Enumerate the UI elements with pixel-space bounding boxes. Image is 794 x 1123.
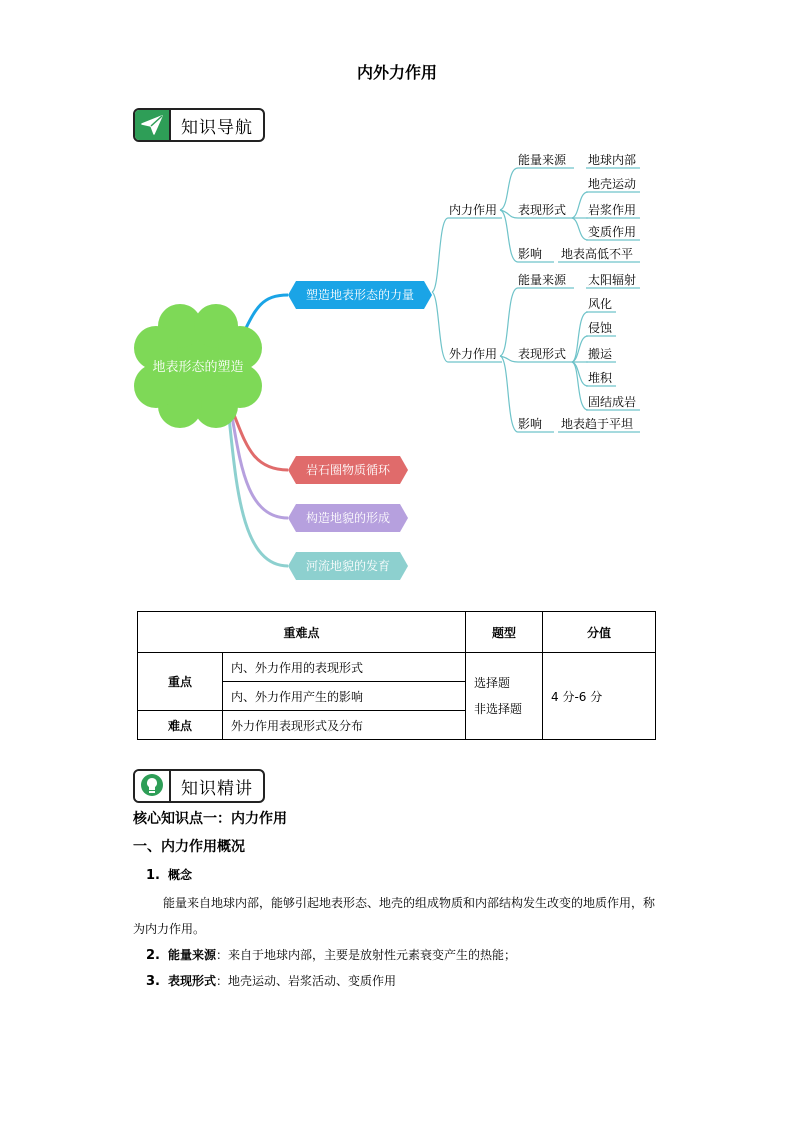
svg-text:地球内部: 地球内部 [588,153,637,167]
branch-tectonic [288,504,408,532]
svg-text:地表高低不平: 地表高低不平 [561,247,634,261]
svg-text:风化: 风化 [588,297,613,311]
svg-text:河流地貌的发育: 河流地貌的发育 [305,559,391,573]
svg-text:变质作用: 变质作用 [588,225,637,239]
svg-text:搬运: 搬运 [588,347,613,361]
knowledge-nav-banner [133,108,265,142]
list-item: 2. 能量来源：来自于地球内部，主要是放射性元素衰变产生的热能； [146,948,517,963]
header-key-difficult: 重难点 [138,612,466,653]
svg-text:影响: 影响 [518,247,543,261]
question-types: 选择题 非选择题 [466,653,543,740]
difficult-item: 外力作用表现形式及分布 [223,711,466,740]
root-node [134,304,262,428]
svg-text:能量来源: 能量来源 [518,273,567,287]
difficult-label: 难点 [138,711,223,740]
concept-paragraph: 能量来自地球内部，能够引起地表形态、地壳的组成物质和内部结构发生改变的地质作用，称为内力作用。 [133,896,656,936]
key-item-2: 内、外力作用产生的影响 [223,682,466,711]
svg-text:地壳运动: 地壳运动 [588,177,637,191]
connector-rock-cycle [230,405,288,470]
core-knowledge-heading: 核心知识点一：内力作用 [133,811,287,827]
key-item-1: 内、外力作用的表现形式 [223,653,466,682]
outer-force-label: 外力作用 [449,347,498,361]
svg-text:太阳辐射: 太阳辐射 [588,273,637,287]
svg-text:表现形式: 表现形式 [518,203,567,217]
key-label: 重点 [138,653,223,711]
key-points-table [137,611,656,740]
branch-river [288,552,408,580]
svg-text:岩浆作用: 岩浆作用 [588,203,637,217]
section-heading: 一、内力作用概况 [133,839,245,855]
svg-text:影响: 影响 [518,417,543,431]
root-label: 地表形态的塑造 [152,360,244,375]
lightbulb-icon [135,771,171,801]
svg-text:塑造地表形态的力量: 塑造地表形态的力量 [305,288,415,302]
svg-text:固结成岩: 固结成岩 [588,395,637,409]
banner-label: 知识精讲 [181,778,253,799]
connector-river [228,408,288,566]
svg-text:侵蚀: 侵蚀 [588,321,613,335]
banner-label: 知识导航 [181,117,253,138]
header-question-type: 题型 [466,612,543,653]
svg-text:地表趋于平坦: 地表趋于平坦 [561,417,634,431]
inner-force-label: 内力作用 [449,203,498,217]
svg-text:能量来源: 能量来源 [518,153,567,167]
header-score: 分值 [543,612,656,653]
list-item: 1. 概念 [146,868,193,883]
svg-text:堆积: 堆积 [588,371,613,385]
branch-forces [288,281,432,309]
mind-map [0,140,794,590]
knowledge-lecture-banner [133,769,265,803]
paper-plane-icon [135,110,171,140]
list-item: 3. 表现形式：地壳运动、岩浆活动、变质作用 [146,974,397,989]
page-title: 内外力作用 [356,63,437,82]
branch-rock-cycle [288,456,408,484]
score-value: 4 分-6 分 [543,653,656,740]
svg-text:表现形式: 表现形式 [518,347,567,361]
svg-text:构造地貌的形成: 构造地貌的形成 [305,511,391,525]
svg-text:岩石圈物质循环: 岩石圈物质循环 [305,463,391,477]
